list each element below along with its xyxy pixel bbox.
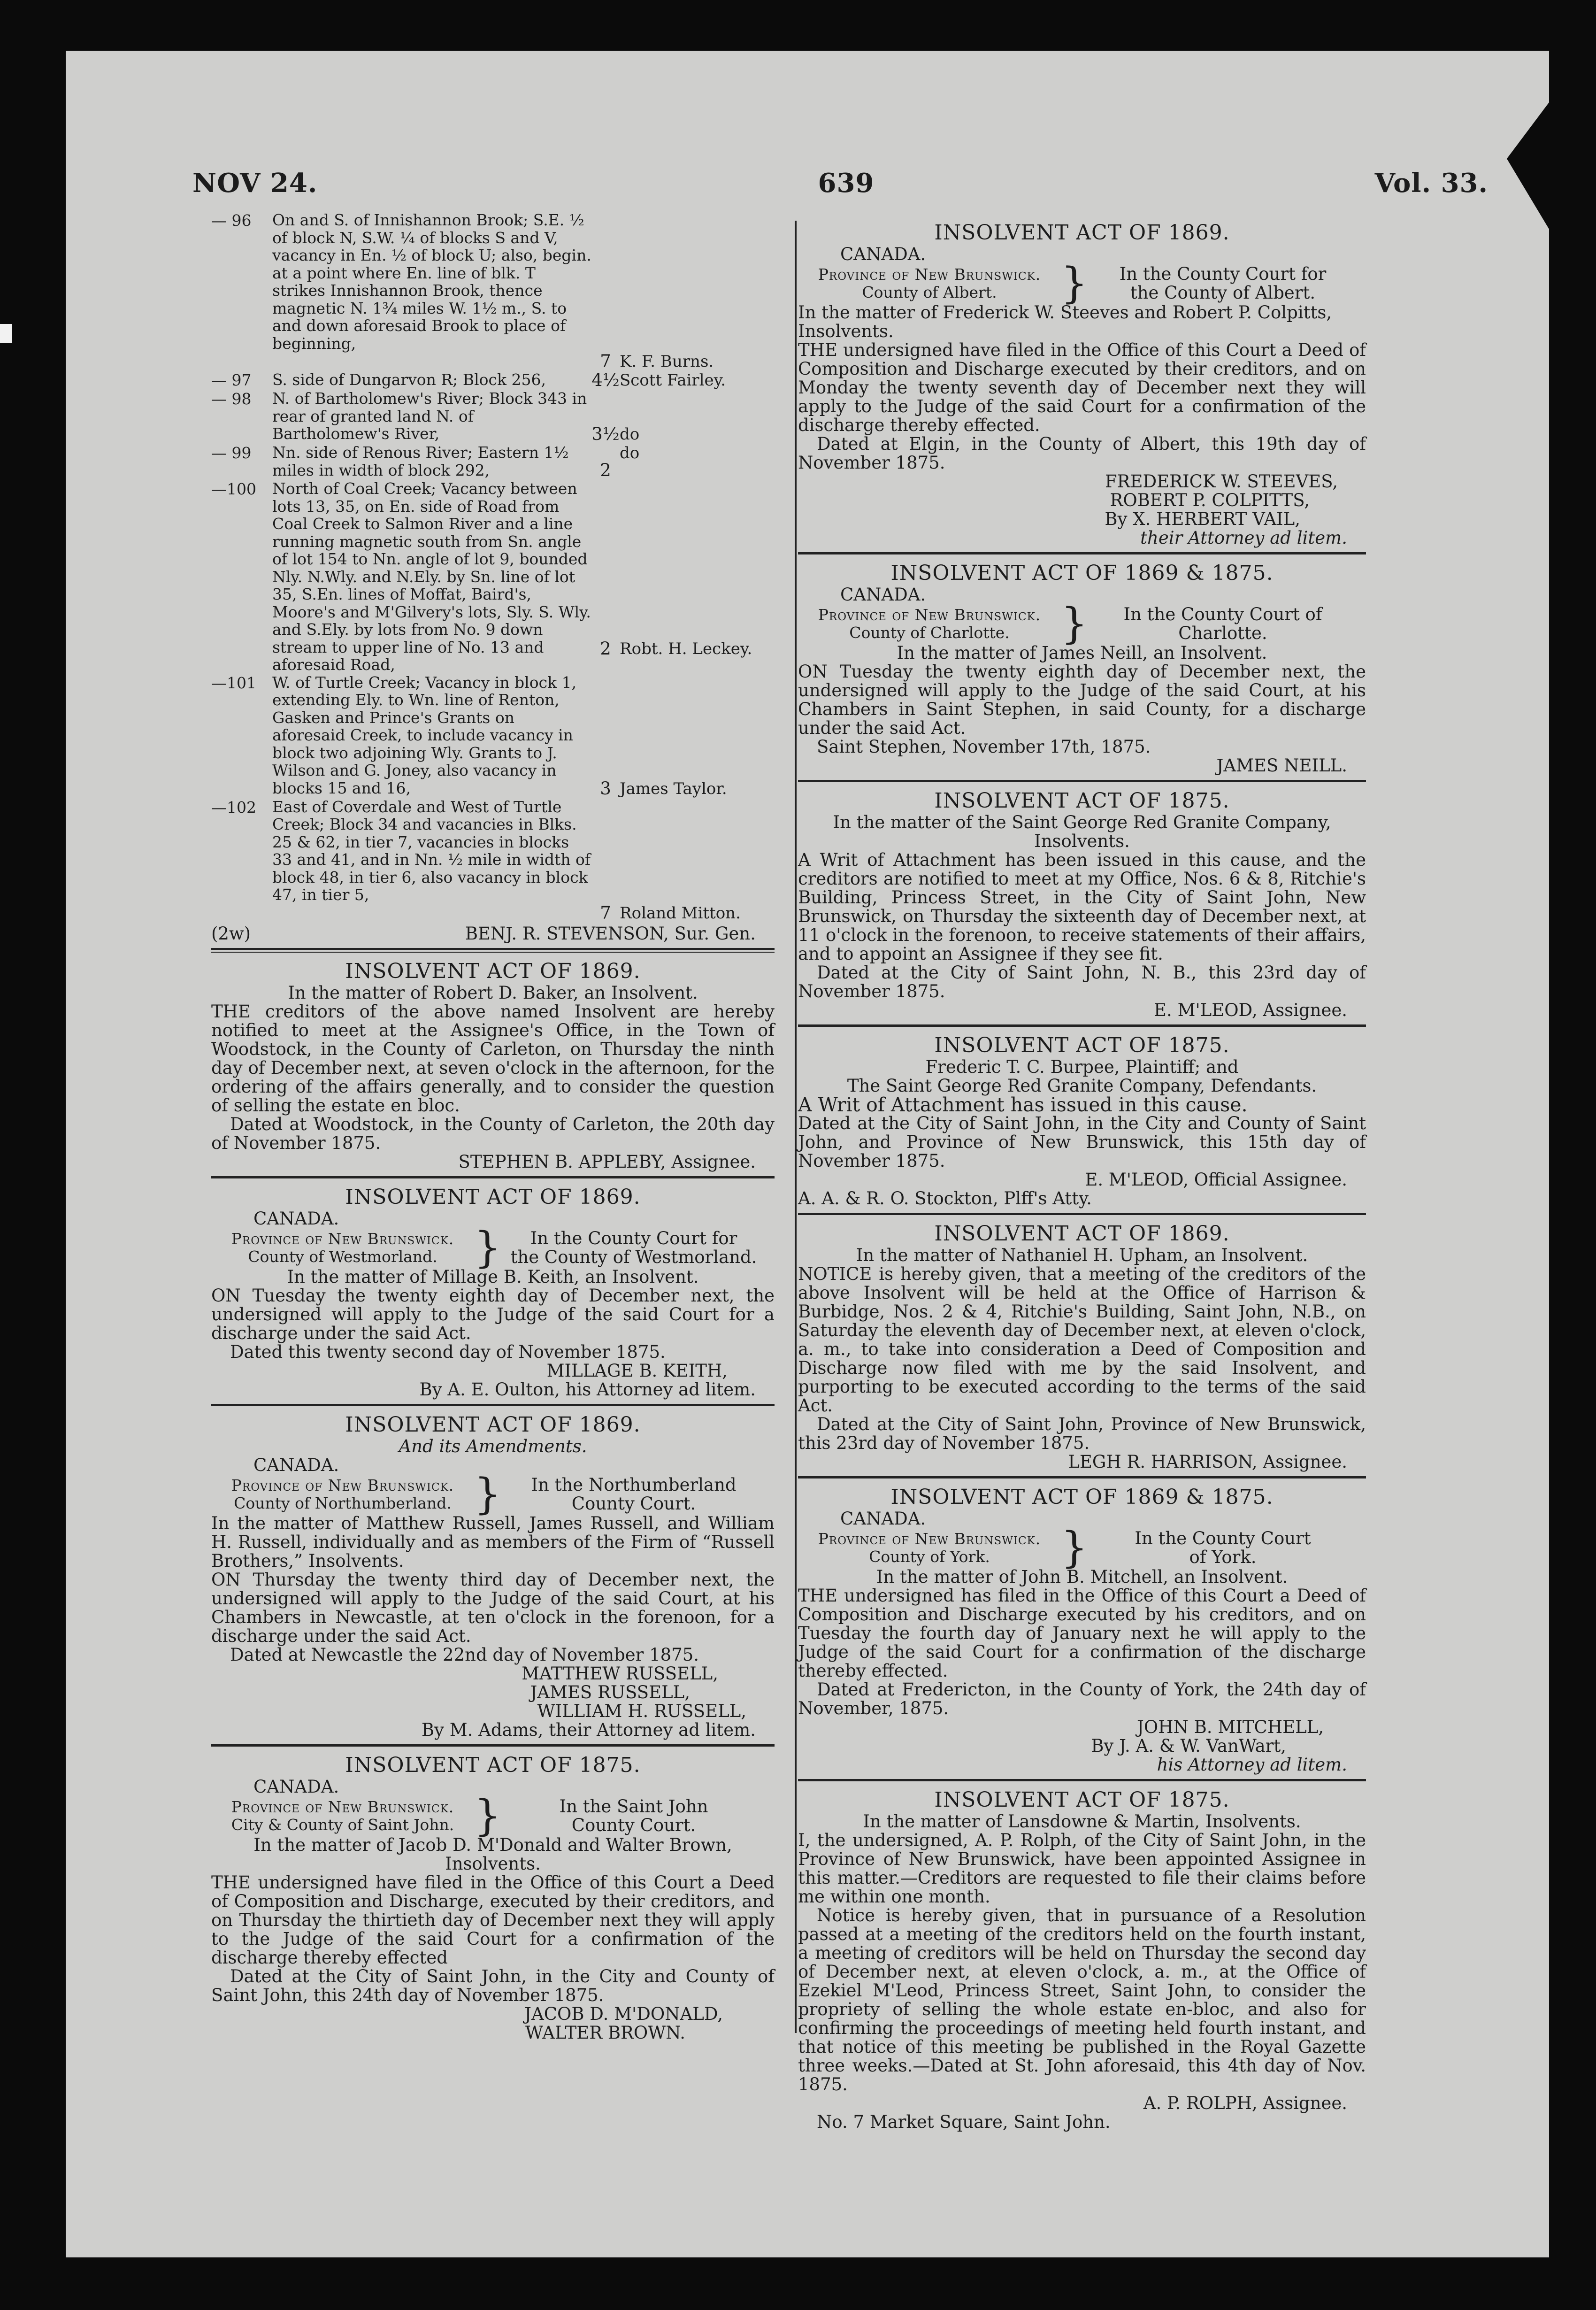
notice-subtitle: And its Amendments. [399,1436,587,1456]
attorney-signature: By J. A. & W. VanWart, [1091,1736,1286,1756]
list-item [211,798,775,923]
lot-description: East of Coverdale and West of Turtle Creek; Block 34 and vacancies in Blks. 25 & 62, in tier 7, vacancies in blocks 33 and 41, and in Nn. ½ mile in width of block 48, in tier 6, also vacancy in block 47, in tier 5, [272,797,591,904]
court-line: Charlotte. [1178,623,1267,643]
brace-glyph: } [474,1223,501,1272]
lot-description: On and S. of Innishannon Brook; S.E. ½ of block N, S.W. ¼ of blocks S and V, vacancy in En. ½ of block U; also, begin. at a point where En. line of blk. T strikes Innishannon Brook, thence magnetic N. 1¾ miles W. 1½ m., S. to and down aforesaid Brook to place of beginning, [272,211,591,353]
notice-upham [798,1222,1366,1471]
court-line: In the County Court for [530,1228,737,1248]
notice-body: THE undersigned have filed in the Office of this Court a Deed of Composition and Discharge executed by their creditors, and on Monday the twenty seventh day of December next they will apply to the Judge of the said Court for a confirmation of the discharge thereby effected. [798,340,1366,435]
notice-title: INSOLVENT ACT OF 1875. [934,1788,1230,1812]
court-line: In the County Court of [1123,604,1322,624]
notice-signature: STEPHEN B. APPLEBY, Assignee. [458,1151,756,1172]
lot-grantee: James Taylor. [620,779,727,798]
province-label: Province of New Brunswick. [818,265,1041,284]
divider [798,1779,1366,1781]
notice-dated: Dated at Elgin, in the County of Albert, this 19th day of November 1875. [798,434,1366,473]
court-line: In the County Court for [1119,264,1327,284]
lot-grantee: Scott Fairley. [620,371,726,390]
province-label: Province of New Brunswick. [818,606,1041,624]
brace-glyph: } [474,1791,501,1840]
notice-matter: In the matter of Nathaniel H. Upham, an Insolvent. [856,1245,1308,1265]
lot-grantee: Robt. H. Leckey. [620,639,752,658]
lot-acres: 4½ [591,370,620,390]
notice-body: ON Thursday the twenty third day of December next, the undersigned will apply to the Judge of the said Court, at his Chambers in Newcastle, at ten o'clock in the forenoon, for a discharge under the said Act. [211,1569,775,1646]
left-column [211,211,775,2042]
notice-body: THE undersigned have filed in the Office of this Court a Deed of Composition and Discharge, executed by their creditors, and on Thursday the thirtieth day of December next they will apply to the Judge of the said Court for a confirmation of the discharge thereby effected [211,1872,775,1968]
attorney-signature: their Attorney ad litem. [1140,528,1347,548]
notice-country: CANADA. [253,1455,339,1475]
divider [798,1476,1366,1478]
court-line: In the Saint John [559,1796,708,1817]
lot-grantee: Roland Mitton. [620,903,741,923]
court-line: the County of Westmorland. [510,1247,757,1267]
province-label: Province of New Brunswick. [231,1797,454,1816]
province-label: Province of New Brunswick. [231,1476,454,1494]
land-list [211,211,775,943]
brace-glyph: } [1061,1523,1088,1572]
lot-acres: 7 [600,902,611,923]
list-item [211,371,775,390]
county-label: County of Westmorland. [248,1247,437,1266]
divider [798,1024,1366,1027]
court-line: the County of Albert. [1130,283,1316,303]
notice-signature: WALTER BROWN. [525,2022,685,2043]
divider [211,948,775,953]
notice-matter: In the matter of James Neill, an Insolvent. [897,643,1267,663]
notice-country: CANADA. [840,585,926,605]
notice-title: INSOLVENT ACT OF 1869. [934,221,1230,245]
county-label: County of Charlotte. [849,624,1010,642]
scan-edge-mark [0,324,12,343]
notice-matter: In the matter of Jacob D. M'Donald and Walter Brown, Insolvents. [253,1834,732,1874]
notice-dated: Dated at the City of Saint John, in the City and County of Saint John, and Province of New Brunswick, this 15th day of November 1875. [798,1113,1366,1171]
brace-glyph: } [1061,599,1088,648]
notice-steeves [798,221,1366,547]
notice-body: NOTICE is hereby given, that a meeting of the creditors of the above Insolvent will be held at the Office of Harrison & Burbidge, Nos. 2 & 4, Ritchie's Building, Saint John, N.B., on Saturday the eleventh day of December next, at eleven o'clock, a. m., to take into consideration a Deed of Composition and Discharge now filed with me by the said Insolvent, and purporting to be executed according to the terms of the said Act. [798,1264,1366,1416]
jurisdiction-block [798,259,1366,308]
notice-dated: Dated at the City of Saint John, Province of New Brunswick, this 23rd day of November 1875. [798,1414,1366,1453]
lot-number: — 98 [211,390,252,408]
notice-dated: Saint Stephen, November 17th, 1875. [817,737,1151,757]
notice-lansdowne [798,1788,1366,2132]
lot-description: Nn. side of Renous River; Eastern 1½ miles in width of block 292, [272,443,569,479]
jurisdiction-court [493,1476,775,1513]
attorney-signature: A. A. & R. O. Stockton, Plff's Atty. [798,1188,1092,1209]
land-list-footer [211,924,775,943]
notice-dated: Dated at Woodstock, in the County of Carleton, the 20th day of November 1875. [211,1114,775,1153]
notice-neill [798,561,1366,775]
notice-title: INSOLVENT ACT OF 1869 & 1875. [890,561,1274,585]
notice-signature: JAMES NEILL. [1216,755,1347,776]
attorney-signature: By X. HERBERT VAIL, [1105,509,1300,529]
notice-dated: Dated at Newcastle the 22nd day of November 1875. [230,1644,699,1665]
court-line: County Court. [571,1815,696,1835]
notice-mitchell [798,1485,1366,1774]
jurisdiction-block [211,1223,775,1272]
lot-description: S. side of Dungarvon R; Block 256, [272,370,546,389]
lot-grantee: do [620,444,640,462]
attorney-signature: By A. E. Oulton, his Attorney ad litem. [419,1379,756,1400]
divider [798,552,1366,554]
jurisdiction-court [493,1229,775,1267]
lot-acres: 3½ [591,424,620,444]
notice-body: A Writ of Attachment has issued in this cause. [798,1093,1248,1116]
divider [798,1213,1366,1215]
notice-body: A Writ of Attachment has been issued in this cause, and the creditors are notified to meet at my Office, Nos. 6 & 8, Ritchie's Building, Princess Street, in the City of Saint John, New Brunswick, on Thursday the sixteenth day of December next, at 11 o'clock in the forenoon, to receive statements of their affairs, and to appoint an Assignee if they see fit. [798,850,1366,964]
assignee-address: No. 7 Market Square, Saint John. [817,2112,1111,2132]
notice-mcdonald [211,1753,775,2042]
lot-acres: 2 [600,460,611,480]
lot-description: N. of Bartholomew's River; Block 343 in rear of granted land N. of Bartholomew's River, [272,389,587,443]
lot-description: North of Coal Creek; Vacancy between lots 13, 35, on En. side of Road from Coal Creek to Salmon River and a line running magnetic south from Sn. angle of lot 154 to Nn. angle of lot 9, bounded Nly. N.Wly. and N.Ely. by Sn. line of lot 35, S.En. lines of Moffat, Baird's, Moore's and M'Gilvery's lots, Sly. S. Wly. and S.Ely. by lots from No. 9 down stream to upper line of No. 13 and aforesaid Road, [272,479,591,674]
jurisdiction-court [493,1797,775,1835]
notice-russell [211,1413,775,1740]
header-volume: Vol. 33. [1374,168,1488,199]
list-item [211,444,775,480]
notice-dated: Dated at Fredericton, in the County of York, the 24th day of November, 1875. [798,1679,1366,1718]
notice-signature: JOHN B. MITCHELL, [1137,1717,1324,1737]
jurisdiction-province [211,1798,474,1834]
list-item [211,390,775,444]
center-column-rule [795,221,797,2033]
notice-body: Notice is hereby given, that in pursuance of a Resolution passed at a meeting of the creditors held on the fourth instant, a meeting of creditors will be held on Thursday the second day of December next, at eleven o'clock, a. m., at the Office of Ezekiel M'Leod, Princess Street, Saint John, to consider the propriety of selling the whole estate en-bloc, and also for confirming the proceedings of meeting held fourth instant, and that notice of this meeting be published in the Royal Gazette three weeks.—Dated at St. John aforesaid, this 4th day of Nov. 1875. [798,1905,1366,2094]
notice-burpee [798,1033,1366,1208]
notice-matter: In the matter of Millage B. Keith, an Insolvent. [287,1266,699,1287]
notice-title: INSOLVENT ACT OF 1875. [345,1753,641,1777]
notice-country: CANADA. [253,1208,339,1229]
notice-signature: E. M'LEOD, Official Assignee. [1085,1170,1347,1190]
jurisdiction-province [798,266,1061,301]
insertion-mark: (2w) [211,923,251,944]
notice-signature: WILLIAM H. RUSSELL, [537,1701,746,1721]
court-line: County Court. [571,1493,696,1514]
county-label: City & County of Saint John. [231,1815,454,1834]
lot-number: — 97 [211,371,252,389]
notice-signature: JACOB D. M'DONALD, [524,2003,723,2024]
lot-acres: 3 [600,778,611,799]
lot-number: —100 [211,480,256,498]
notice-signature: MATTHEW RUSSELL, [522,1663,718,1684]
notice-country: CANADA. [840,1509,926,1529]
lot-number: —102 [211,798,256,816]
notice-dated: Dated at the City of Saint John, N. B., this 23rd day of November 1875. [798,962,1366,1001]
brace-glyph: } [1061,259,1088,308]
notice-signature: MILLAGE B. KEITH, [546,1360,728,1381]
notice-title: INSOLVENT ACT OF 1869. [345,959,641,983]
lot-description: W. of Turtle Creek; Vacancy in block 1, extending Ely. to Wn. line of Renton, Gasken and Prince's Grants on aforesaid Creek, to include vacancy in block two adjoining Wly. Grants to J. Wilson and G. Joney, also vacancy in blocks 15 and 16, [272,673,577,797]
notice-dated: Dated at the City of Saint John, in the City and County of Saint John, this 24th day of November 1875. [211,1966,775,2005]
notice-parties: The Saint George Red Granite Company, Defendants. [847,1076,1317,1096]
notice-body: I, the undersigned, A. P. Rolph, of the City of Saint John, in the Province of New Brunswick, have been appointed Assignee in this matter.—Creditors are requested to file their claims before me within one month. [798,1830,1366,1907]
notice-dated: Dated this twenty second day of November 1875. [230,1341,666,1362]
court-line: In the County Court [1135,1528,1311,1548]
notice-matter: In the matter of Matthew Russell, James Russell, and William H. Russell, individually and as members of the Firm of “Russell Brothers,” Insolvents. [211,1513,775,1571]
notice-title: INSOLVENT ACT OF 1869. [934,1222,1230,1246]
court-line: In the Northumberland [531,1474,737,1495]
notice-matter: In the matter of the Saint George Red Granite Company, Insolvents. [833,812,1331,851]
notice-signature: FREDERICK W. STEEVES, [1105,471,1338,492]
right-column [798,221,1366,2132]
province-label: Province of New Brunswick. [231,1229,454,1248]
notice-country: CANADA. [840,244,926,264]
divider [211,1404,775,1406]
jurisdiction-province [798,1530,1061,1566]
list-item [211,480,775,674]
jurisdiction-court [1080,1529,1366,1567]
list-item [211,211,775,371]
notice-signature: LEGH R. HARRISON, Assignee. [1068,1452,1347,1472]
notice-matter: In the matter of Robert D. Baker, an Insolvent. [288,982,698,1003]
divider [211,1176,775,1178]
notice-signature: JAMES RUSSELL, [530,1682,690,1702]
notice-granite [798,789,1366,1020]
notice-body: THE creditors of the above named Insolvent are hereby notified to meet at the Assignee's Office, in the Town of Woodstock, in the County of Carleton, on Thursday the ninth day of December next, at seven o'clock in the afternoon, for the ordering of the affairs generally, and to consider the question of selling the estate en bloc. [211,1001,775,1116]
page-tear [1507,102,1549,229]
county-label: County of Albert. [862,283,997,301]
notice-keith [211,1185,775,1399]
divider [211,1744,775,1747]
court-line: of York. [1189,1547,1257,1567]
notice-country: CANADA. [253,1776,339,1797]
notice-matter: In the matter of John B. Mitchell, an Insolvent. [876,1567,1288,1587]
header-date: NOV 24. [192,168,318,199]
lot-number: — 99 [211,444,252,462]
county-label: County of York. [869,1548,990,1566]
notice-baker [211,959,775,1171]
lot-grantee: K. F. Burns. [620,352,714,371]
province-label: Province of New Brunswick. [818,1530,1041,1548]
notice-title: INSOLVENT ACT OF 1875. [934,789,1230,813]
jurisdiction-block [798,1523,1366,1572]
jurisdiction-province [211,1230,474,1266]
lot-number: — 96 [211,211,252,230]
county-label: County of Northumberland. [234,1494,452,1512]
notice-title: INSOLVENT ACT OF 1869 & 1875. [890,1485,1274,1509]
jurisdiction-province [798,606,1061,642]
attorney-signature: his Attorney ad litem. [1157,1755,1347,1775]
notice-signature: E. M'LEOD, Assignee. [1154,1000,1347,1020]
notice-signature: A. P. ROLPH, Assignee. [1143,2093,1347,2113]
notice-title: INSOLVENT ACT OF 1869. [345,1412,641,1437]
attorney-signature: By M. Adams, their Attorney ad litem. [421,1719,756,1740]
surveyor-general-signature: BENJ. R. STEVENSON, Sur. Gen. [465,923,756,944]
lot-acres: 7 [600,351,611,371]
page-header [192,164,1488,202]
jurisdiction-block [211,1469,775,1519]
notice-parties: Frederic T. C. Burpee, Plaintiff; and [925,1057,1239,1077]
divider [798,780,1366,782]
jurisdiction-court [1080,605,1366,643]
notice-body: ON Tuesday the twenty eighth day of December next, the undersigned will apply to the Judge of the said Court, at his Chambers in Saint Stephen, in said County, for a discharge under the said Act. [798,662,1366,738]
lot-grantee: do [620,425,640,444]
notice-title: INSOLVENT ACT OF 1869. [345,1185,641,1209]
lot-acres: 2 [600,639,611,659]
notice-body: ON Tuesday the twenty eighth day of December next, the undersigned will apply to the Judge of the said Court for a discharge under the said Act. [211,1285,775,1343]
jurisdiction-court [1080,265,1366,302]
brace-glyph: } [474,1469,501,1519]
notice-matter: In the matter of Lansdowne & Martin, Insolvents. [863,1811,1301,1832]
lot-number: —101 [211,673,256,692]
list-item [211,674,775,798]
notice-title: INSOLVENT ACT OF 1875. [934,1033,1230,1057]
notice-body: THE undersigned has filed in the Office of this Court a Deed of Composition and Discharge executed by his creditors, and on Tuesday the fourth day of January next he will apply to the Judge of the said Court for a confirmation of the discharge thereby effected. [798,1586,1366,1681]
notice-matter: In the matter of Frederick W. Steeves and Robert P. Colpitts, Insolvents. [798,302,1332,341]
jurisdiction-block [798,599,1366,648]
jurisdiction-province [211,1477,474,1512]
jurisdiction-block [211,1791,775,1840]
header-page-number: 639 [818,168,875,199]
notice-signature: ROBERT P. COLPITTS, [1110,490,1310,510]
